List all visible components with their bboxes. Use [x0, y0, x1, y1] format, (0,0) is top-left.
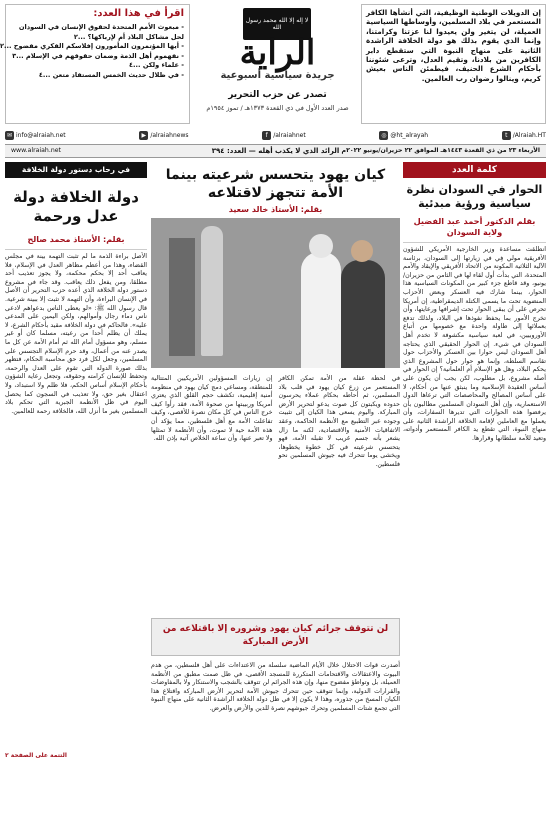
continued-note[interactable]: التتمة على الصفحة ٢	[5, 752, 67, 759]
toc-item[interactable]: - في ظلال حديث الخمس المستفاد متعن ...٤	[38, 70, 184, 79]
editorial-body: انطلقت مساعدة وزير الخارجية الأمريكي للشؤون الأفريقية مولي فِي في زيارتها إلى السودان، برئاسة الآلية الثلاثية المكونة من الاتحاد الأفريقي والإيقاد والأمم المتحدة، التي بدأت أول لقاء لها في الثامن من حزيران/يونيو، وقد قاطع جزء كبير من المكونات السياسية هذا الحوار، بينما شارك فيه العسكر وبعض الأحزاب المنضوية تحت ما يسمى الكتلة الديمقراطية، إن أمريكا تحرص على أن يبقى الحوار تحت إشرافها ورعايتها، وأن تخرج الأمور بما يحفظ نفوذها في البلاد، ولذلك تدفع بعملائها إلى طاولة واحدة مع خصومها من أتباع الأوروبيين، في لعبة سياسية مكشوفة لا تخدم أهل السودان في شيء. إن الحوار الحقيقي الذي يحتاجه أهل السودان ليس حوارا بين العسكر والأحزاب حول تقاسم السلطة، وإنما هو حوار حول المشروع الذي يحكم البلاد، وهل هو الإسلام أم العلمانية؟ إن الحوار في أصله مشروع، بل مطلوب، لكن يجب أن يكون على أساس العقيدة الإسلامية وما ينبثق عنها من أحكام، لا على أساس المصالح والمحاصصات التي ترعاها الدول الاستعمارية، وإن أهل السودان المسلمين مطالبون بأن يرفضوا هذه الحوارات التي تديرها السفارات، وأن يعملوا مع العاملين لإقامة الخلافة الراشدة الثانية على منهاج النبوة، التي تقطع يد الكافر المستعمر وأدواته، وتعيد للأمة سلطانها وقرارها.	[403, 246, 546, 443]
issue-number: العدد: ٣٩٤	[211, 147, 247, 155]
social-label: /alraiahnews	[150, 131, 189, 139]
toc-item[interactable]: - نفهموم أهل الذمة وضمان حقوقهم في الإسلام ...٣	[12, 51, 184, 60]
toc-item[interactable]: - مبعوث الأمم المتحدة لحقوق الإنسان في السودان	[18, 23, 184, 31]
email-icon: ✉	[6, 131, 13, 139]
flag-text: لا إله إلا الله محمد رسول الله	[245, 17, 309, 31]
facebook-icon: f	[262, 131, 271, 140]
toc-item[interactable]: لحل مشاكل البلاد أم لإرباكها؟ ...٢	[73, 32, 184, 41]
publisher: تصدر عن حزب التحرير	[228, 90, 327, 100]
left-body: الأصل براءة الذمة ما لم تثبت التهمة بينة في مجلس القضاء، وهذا من أعظم مظاهر العدل في الإسلام، فلا يعاقب أحد إلا بحكم محكمة، ولا يجوز تعذيب أحد مطلقا، ومن يفعل ذلك يعاقب. وقد جاء في مشروع دستور دولة الخلافة الذي أعده حزب التحرير أن الأصل في الإنسان البراءة، وأن التهمة لا تثبت إلا ببينة شرعية. قال رسول الله ﷺ: «لو يعطى الناس بدعواهم لادعى ناس دماء رجال وأموالهم، ولكن اليمين على المدعى عليه». فالحاكم في دولة الخلافة مقيد بأحكام الشرع، لا يملك أن يظلم أحدا من رعيته، مسلما كان أو غير مسلم، وهو مسؤول أمام الله ثم أمام الأمة عن كل ما يصدر عنه من أعمال، وقد حرم الإسلام التجسس على المسلمين، وجعل لكل فرد حق محاسبة الحكام، فتظهر بذلك صورة الدولة التي تقوم على العدل والرحمة، وتحفظ للإنسان كرامته وحقوقه، وتجعل رعاية الشؤون بأحكام الإسلام أساس الحكم، فلا ظلم ولا استبداد، ولا اعتقال بغير حق، ولا تعذيب في السجون كما يحصل اليوم في ظل الأنظمة الجبرية التي تحكم بلاد المسلمين بغير ما أنزل الله، فالخلافة رحمة للعالمين.	[5, 253, 147, 415]
slogan: الرائد الذي لا يكذب أهله — العدد: ٣٩٤	[211, 147, 340, 155]
issue-date: الأربعاء ٢٣ من ذي القعدة ١٤٤٣هـ الموافق ٢٢ حزيران/يونيو ٢٠٢٢م	[341, 147, 540, 154]
section-tag: كلمة العدد	[403, 162, 546, 178]
editorial-quote-box	[361, 4, 546, 124]
social-label: /Alraiah.HT	[512, 131, 546, 139]
toc-item[interactable]: - علماء ولكن ...٤	[129, 61, 184, 69]
article-columns	[151, 368, 400, 614]
article-body-part3: أصدرت قوات الاحتلال خلال الأيام الماضية سلسلة من الاعتداءات على أهل فلسطين، من هدم البيوت والاعتقالات والاقتحامات المتكررة للمسجد الأقصى، في ظل صمت مطبق من الأنظمة العميلة، بل وتواطؤ مفضوح منها، وإن هذه الجرائم لن تتوقف بالشجب والاستنكار ولا بالمفاوضات والقرارات الدولية، وإنما تتوقف حين تتحرك جيوش الأمة لتحرير الأرض المباركة واقتلاع هذا الكيان المسخ من جذوره، وهذا لا يكون إلا في ظل دولة الخلافة الراشدة الثانية على منهاج النبوة التي تجمع شتات المسلمين وتحرك جيوشهم نصرة للدين والأرض والعرض.	[151, 662, 400, 712]
instagram-icon: ◎	[381, 131, 387, 139]
twitter-icon: t	[502, 131, 511, 140]
social-instagram[interactable]	[379, 131, 428, 140]
social-bar	[5, 128, 546, 142]
logo-subtitle: جريدة سياسية أسبوعية	[220, 70, 335, 81]
info-bar	[5, 144, 546, 158]
article-body-part1: في لحظة غفلة من الأمة تمكن الكافر المستعمر من زرع كيان يهود في قلب بلاد المسلمين، ثم أحاطه بحكام عملاء يحرسون حدوده ويكبتون كل صوت يدعو لتحرير الأرض المباركة. واليوم يسعى هذا الكيان إلى تثبيت وجوده عبر التطبيع مع الأنظمة الحاكمة، وعقد الاتفاقيات الأمنية والاقتصادية، لكنه ما زال يشعر بأنه جسم غريب لا تقبله الأمة، فهو يتحسس شرعيته في كل خطوة يخطوها، ويخشى يوما تتحرك فيه جيوش المسلمين نحو فلسطين.	[278, 375, 400, 468]
main-article	[151, 162, 400, 793]
social-label: @ht_alrayah	[390, 131, 429, 139]
logo-title: الراية	[239, 33, 316, 73]
newspaper-page	[1, 0, 550, 797]
slogan-text: الرائد الذي لا يكذب أهله	[258, 147, 340, 155]
article-bottom	[151, 656, 400, 836]
article-body-part2: إن زيارات المسؤولين الأمريكيين المتتالية للمنطقة، ومساعي دمج كيان يهود في منظومة أمنية إقليمية، تكشف حجم القلق الذي يعتري أمريكا وربيبتها من صحوة الأمة، فقد رأوا كيف خرج الناس في كل مكان نصرة للأقصى، وكيف تفاعلت الأمة مع أهل فلسطين، مما يؤكد أن هذه الأمة حية لا تموت، وأن الأنظمة لا تمثلها ولا تعبر عنها، وأن ساعة الخلاص آتية بإذن الله.	[151, 375, 273, 443]
editorial-byline: بقلم الدكتور أحمد عبد الفضيل ولاية السودان	[403, 214, 546, 243]
constitution-column	[5, 162, 147, 793]
left-headline: دولة الخلافة دولة عدل ورحمة	[13, 188, 139, 225]
website-link[interactable]: www.alraiah.net	[11, 147, 61, 154]
youtube-icon: ▶	[139, 131, 148, 140]
first-issue-note: صدر العدد الأول في ذي القعدة ١٣٧٣هـ / تموز ١٩٥٤م	[206, 104, 349, 112]
main-byline: بقلم: الأستاذ خالد سعيد	[228, 205, 323, 214]
social-label: info@alraiah.net	[16, 131, 66, 139]
social-email[interactable]	[5, 131, 66, 140]
article-photo	[151, 218, 400, 368]
toc-title: اقرأ في هذا العدد:	[93, 8, 184, 19]
left-section-tag: في رحاب دستور دولة الخلافة	[5, 162, 147, 178]
toc-item[interactable]: - أيها المؤتمرون المأمورون إفلاسكم الفكري مفضوح ...٢	[0, 42, 184, 50]
logo-block	[195, 4, 360, 124]
masthead	[0, 4, 546, 124]
social-label: /alraiahnet	[273, 131, 306, 139]
left-byline: بقلم: الأستاذ محمد صالح	[5, 232, 147, 250]
social-twitter[interactable]	[502, 131, 546, 140]
social-facebook[interactable]	[262, 131, 306, 140]
pull-quote-box	[151, 618, 400, 656]
editorial-column	[403, 162, 546, 793]
editorial-headline: الحوار في السودان نظرة سياسية ورؤية مبدئية	[406, 183, 543, 210]
editorial-quote: إن الدويلات الوطنية الوظيفية، التي أنشأها الكافر المستعمر في بلاد المسلمين، وأوساطها السياسية العميلة، لن يتغير ولن يعيدوا لنا عزتنا وكرامتنا، وإنما الذي يقوم بذلك هو دولة الخلافة الراشدة الثانية على منهاج النبوة التي ستقطع دابر الكافرين من بلادنا، وتقيم العدل، وترعى شئوننا بأحكام الشرع الحنيف، فيطمئن الناس بعيش كريم، وينالوا رضوان رب العالمين.	[366, 8, 541, 83]
main-headline: كيان يهود يتحسس شرعيته بينما الأمة تتجهز لاقتلاعه	[165, 167, 386, 201]
pull-quote: لن تتوقف جرائم كيان يهود وشروره إلا باقتلاعه من الأرض المباركة	[162, 624, 389, 647]
table-of-contents	[0, 4, 190, 124]
social-youtube[interactable]	[139, 131, 188, 140]
